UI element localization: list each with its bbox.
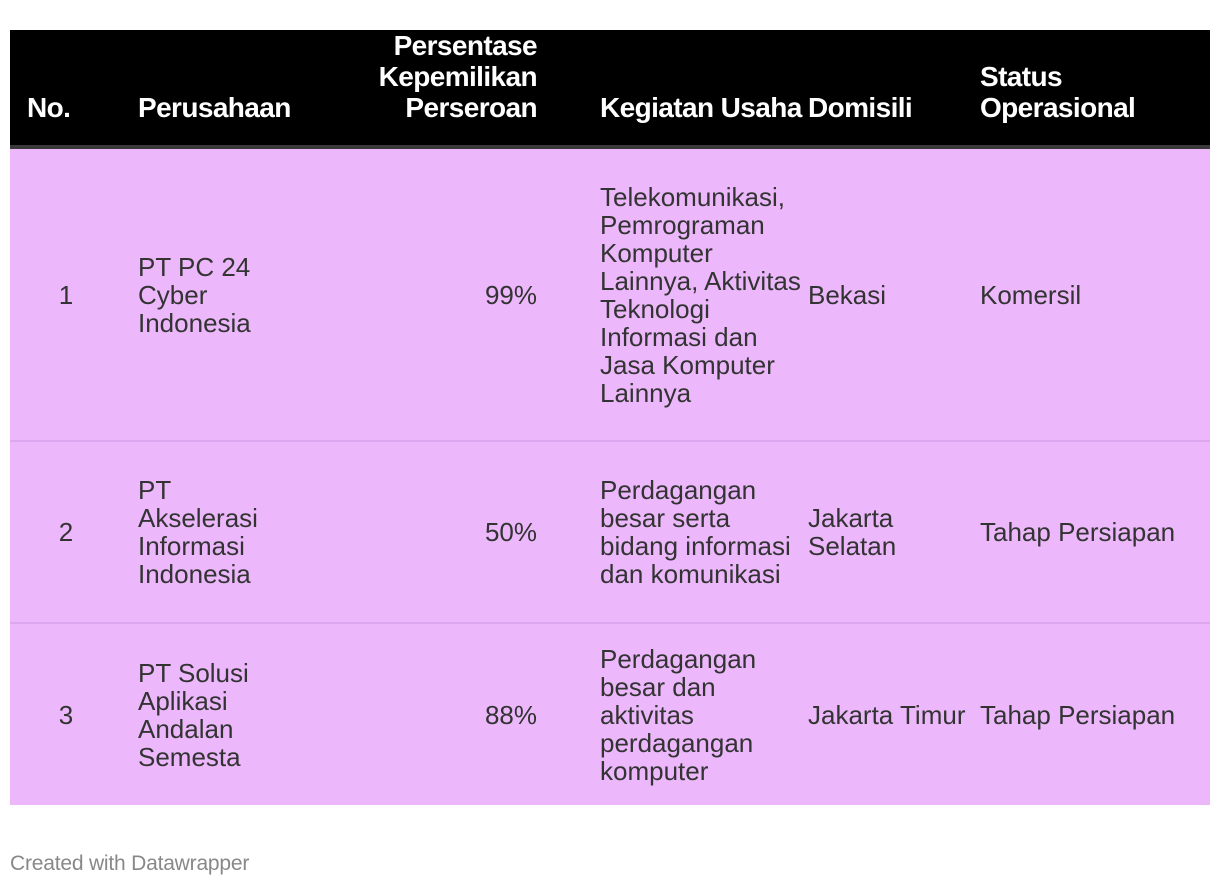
cell-activity: Perdagangan besar serta bidang informasi dan komunikasi — [600, 475, 791, 589]
cell-activity: Perdagangan besar dan aktivitas perdagangan komputer — [600, 643, 757, 786]
cell-ownership: 99% — [484, 279, 537, 310]
header-company[interactable]: Perusahaan — [138, 30, 265, 147]
header-domicile[interactable]: Domisili — [808, 30, 980, 147]
cell-company: PT Akselerasi Informasi Indonesia — [138, 475, 258, 589]
cell-no: 2 — [58, 517, 74, 547]
cell-domicile: Jakarta Selatan — [808, 503, 897, 561]
table-row — [10, 441, 1210, 623]
header-ownership[interactable]: Persentase Kepemilikan Perseroan — [265, 30, 545, 147]
cell-status: Tahap Persiapan — [980, 517, 1176, 547]
cell-activity: Telekomunikasi, Pemrograman Komputer Lainnya, Aktivitas Teknologi Informasi dan Jasa Komputer Lainnya — [600, 181, 801, 408]
subsidiary-table — [10, 30, 1210, 805]
data-table-container — [10, 30, 1210, 805]
cell-company: PT Solusi Aplikasi Andalan Semesta — [138, 657, 249, 772]
header-activity[interactable]: Kegiatan Usaha — [545, 30, 808, 147]
cell-no: 3 — [58, 699, 74, 730]
table-row — [10, 147, 1210, 441]
cell-no: 1 — [58, 279, 74, 310]
header-no[interactable]: No. — [10, 30, 138, 147]
table-row — [10, 623, 1210, 805]
datawrapper-credit[interactable]: Created with Datawrapper — [10, 852, 250, 875]
table-body — [10, 147, 1210, 805]
cell-ownership: 88% — [484, 699, 537, 730]
cell-ownership: 50% — [484, 517, 537, 547]
header-row — [10, 30, 1210, 147]
cell-company: PT PC 24 Cyber Indonesia — [138, 251, 251, 338]
cell-status: Tahap Persiapan — [980, 699, 1176, 730]
cell-domicile: Jakarta Timur — [808, 699, 966, 730]
cell-status: Komersil — [980, 279, 1082, 310]
cell-domicile: Bekasi — [808, 279, 887, 310]
header-status[interactable]: Status Operasional — [980, 30, 1210, 147]
table-header — [10, 30, 1210, 147]
